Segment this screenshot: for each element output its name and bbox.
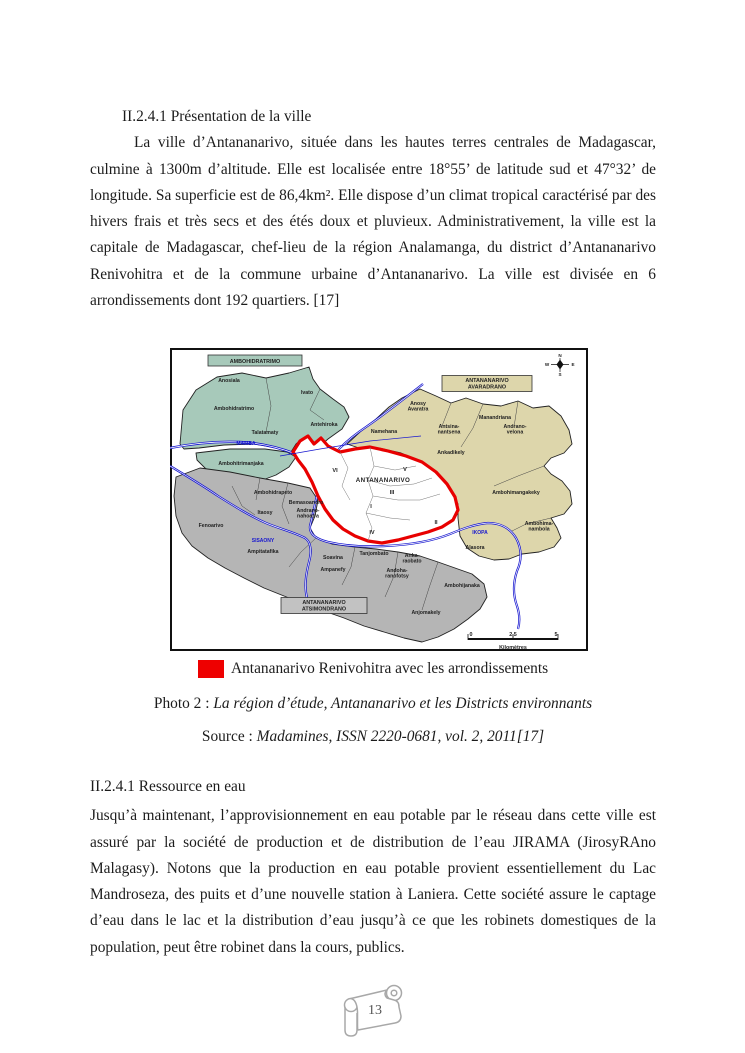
- map-label: Itaosy: [257, 510, 273, 517]
- map-label: Ambohima-nambola: [524, 521, 554, 533]
- map-label: Bemasoandro: [288, 500, 324, 507]
- district-map-figure: [170, 348, 590, 651]
- region-box-avaradrano: [442, 376, 532, 392]
- map-label: VI: [332, 468, 338, 475]
- map-label: SISAONY: [251, 538, 275, 545]
- map-label: Ankadikely: [437, 450, 465, 457]
- region-box-ambohidratrimo: [208, 355, 302, 366]
- section-heading-eau: II.2.4.1 Ressource en eau: [90, 777, 246, 795]
- map-label: IKOPA: [472, 530, 488, 537]
- map-label: Ambohidratrimo: [213, 406, 255, 413]
- photo-caption-label: Photo 2 :: [153, 695, 210, 713]
- map-label: Ampitatafika: [247, 549, 279, 556]
- district-map: [170, 348, 588, 651]
- map-label: Ambohidrapeto: [253, 490, 293, 497]
- paragraph-presentation: La ville d’Antananarivo, située dans les hautes terres centrales de Madagascar, culmine à 1300m d’altitude. Elle est localisée entre 18°55’ de latitude sud et 47°32’ de longitude. Sa superficie est de 86,4km². Elle dispose d’un climat tropical caractérisé par des hivers frais et très secs et des étés doux et pluvieux. Administrativement, la ville est la capitale de Madagascar, chef-lieu de la région Analamanga, du district d’Antananarivo Renivohitra et de la commune urbaine d’Antananarivo. La ville est divisée en 6 arrondissements dont 192 quartiers. [17]: [90, 134, 656, 310]
- map-label: Anka-raobato: [402, 553, 422, 565]
- map-label: W: [544, 362, 550, 368]
- map-label: MAMBA: [236, 441, 256, 448]
- map-label: Anosiala: [218, 378, 240, 385]
- map-label: Andrano-velona: [503, 424, 527, 436]
- page-number: 13: [368, 1003, 382, 1019]
- map-label: Anosy Avaratra: [407, 401, 429, 413]
- map-label: Ambohimangakeky: [492, 490, 540, 497]
- map-label: Kilomètres: [499, 645, 527, 652]
- map-label: Manandriana: [479, 415, 511, 422]
- map-label: III: [389, 490, 395, 497]
- map-label: II: [434, 520, 438, 527]
- svg-text:ATSIMONDRANO: ATSIMONDRANO: [301, 606, 347, 613]
- map-label: Anjomakely: [411, 610, 441, 617]
- map-label: Ambohijanaka: [444, 583, 480, 590]
- section-heading-presentation: II.2.4.1 Présentation de la ville: [122, 108, 312, 125]
- map-label: N: [558, 353, 562, 359]
- map-label: Tanjombato: [359, 551, 389, 558]
- legend-color-swatch: [198, 660, 224, 678]
- map-label: Soavina: [323, 555, 343, 562]
- scroll-ornament-icon: [335, 983, 411, 1039]
- map-label: Ivato: [300, 390, 314, 397]
- map-label: S: [558, 372, 562, 378]
- map-label: ANTANANARIVO: [355, 477, 411, 485]
- map-label: Antehiroka: [310, 422, 338, 429]
- map-label: Ambohitrimanjaka: [218, 461, 264, 468]
- map-legend: [198, 658, 656, 680]
- map-label: Andrano-nahoatra: [296, 508, 320, 520]
- svg-text:ANTANANARIVO: ANTANANARIVO: [465, 378, 509, 385]
- map-label: 2,5: [509, 632, 517, 639]
- map-label: 0: [469, 632, 473, 639]
- map-label: IV: [369, 530, 375, 537]
- svg-text:ANTANANARIVO: ANTANANARIVO: [302, 600, 346, 607]
- photo-caption-title: La région d’étude, Antananarivo et les Districts environnants: [213, 695, 593, 713]
- region-box-atsimondrano: [281, 598, 367, 614]
- svg-text:AMBOHIDRATRIMO: AMBOHIDRATRIMO: [229, 359, 281, 366]
- paragraph-eau: Jusqu’à maintenant, l’approvisionnement en eau potable par le réseau dans cette ville est assuré par la société de production et de distribution de l’eau JIRAMA (JirosyRAno Malagasy). Notons que la production en eau potable provient essentiellement du Lac Mandroseza, des puits et d’une nouvelle station à Laniera. Cette société assure le captage d’eau dans le lac et la distribution d’eau jusqu’à ce que les robinets domestiques de la population, peut être robinet dans la cours, publics.: [90, 807, 656, 956]
- source-caption-text: Madamines, ISSN 2220-0681, vol. 2, 2011[17]: [256, 727, 545, 745]
- source-caption: [90, 724, 656, 750]
- map-label: I: [370, 504, 372, 511]
- map-label: Alasora: [465, 545, 485, 552]
- map-label: V: [403, 467, 407, 474]
- map-label: Antsina-nantsena: [437, 424, 461, 436]
- map-label: Talatamaty: [251, 430, 279, 437]
- photo-caption: [90, 691, 656, 717]
- page-footer: [90, 983, 656, 1039]
- map-label: Namehana: [370, 429, 398, 436]
- source-caption-label: Source :: [201, 727, 253, 745]
- map-label: 5: [554, 632, 558, 639]
- map-label: Andoha-ranofotsy: [385, 568, 409, 580]
- map-label: Fenoarivo: [198, 523, 224, 530]
- map-label: Ampanefy: [320, 567, 346, 574]
- svg-text:AVARADRANO: AVARADRANO: [467, 384, 507, 391]
- legend-label: Antananarivo Renivohitra avec les arrondissements: [231, 660, 549, 678]
- map-label: E: [571, 362, 575, 368]
